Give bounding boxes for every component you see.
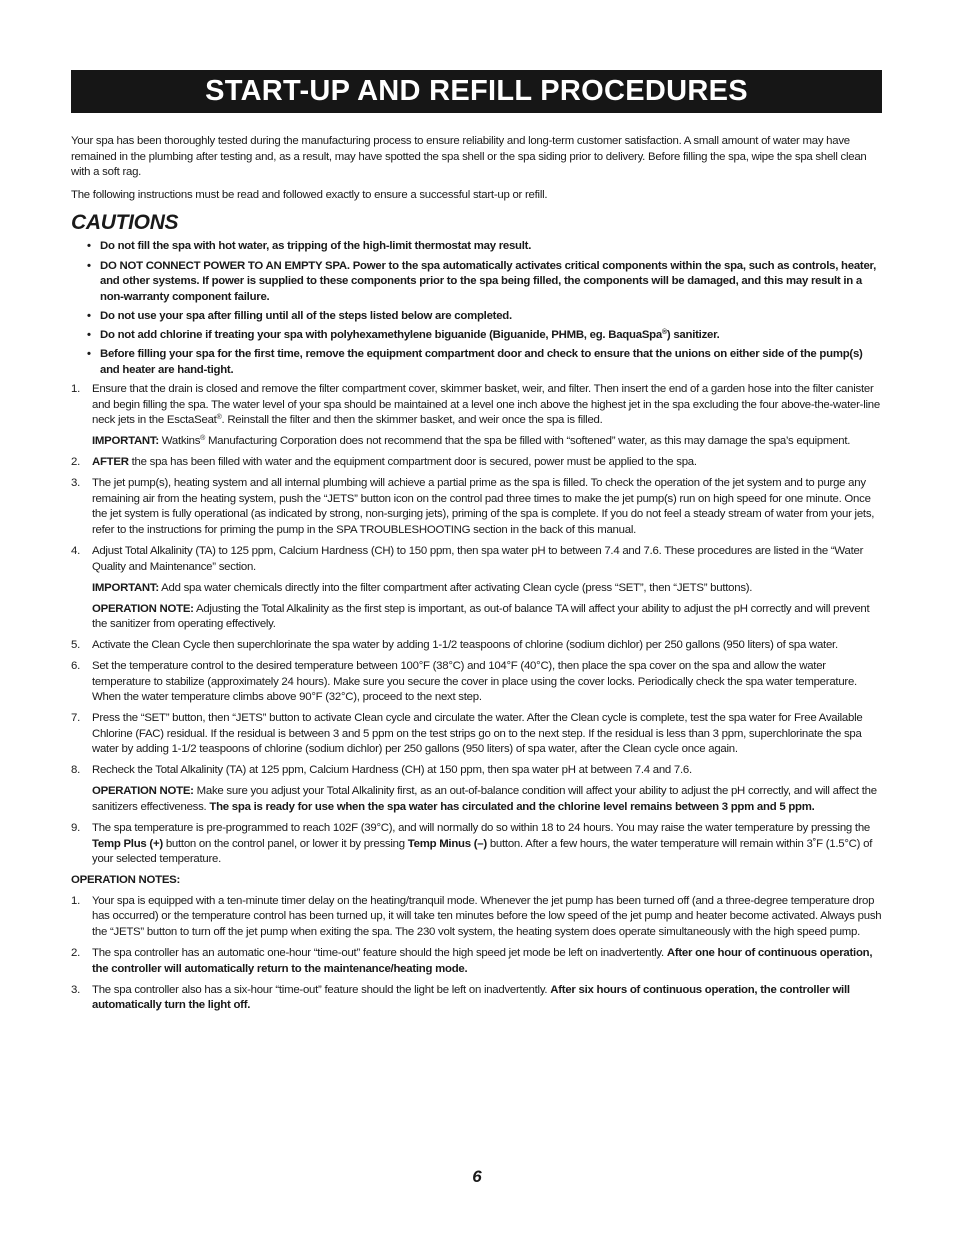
operation-note-item: 1. Your spa is equipped with a ten-minute timer delay on the heating/tranquil mode. Whenever the jet pump has been turned off (and a three-degree temperature drop has occurred) or the temperature control has been turned up, it will take ten minutes before the low speed of the jet pump and heater become activated. Always push the “JETS” button to turn off the jet pump when exiting the spa. The 230 volt system, the heating system does operate simultaneously with the high speed pump.: [71, 894, 882, 938]
operation-notes-list: [71, 894, 882, 1014]
note-number: 3.: [71, 983, 80, 996]
step-number: 6.: [71, 660, 80, 673]
important-note: IMPORTANT: Add spa water chemicals directly into the filter compartment after activating Clean cycle (press “SET”, then “JETS” buttons).: [92, 581, 753, 594]
step-number: 7.: [71, 712, 80, 725]
page-title: START-UP AND REFILL PROCEDURES: [205, 74, 748, 107]
operation-notes-heading: OPERATION NOTES:: [71, 874, 181, 887]
bullet-icon: •: [87, 348, 91, 361]
caution-item: • Before filling your spa for the first time, remove the equipment compartment door and check to ensure that the unions on either side of the pump(s) and heater are hand-tight.: [87, 348, 863, 376]
step-item: 7. Press the “SET” button, then “JETS” button to activate Clean cycle and circulate the water. After the Clean cycle is complete, test the spa water for Free Available Chlorine (FAC) residual. If the residual is between 3 and 5 ppm on the test strips go on to the next step. If the residual is less than 3 ppm, superchlorinate the spa water by adding 1-1/2 teaspoons of chlorine (sodium dichlor) per 250 gallons (950 liters) of spa water, after the Clean cycle once again.: [71, 712, 863, 756]
operation-note: OPERATION NOTE: Adjusting the Total Alkalinity as the first step is important, as out-of balance TA will affect your ability to adjust the pH correctly and will prevent the sanitizer from operating effectively.: [92, 602, 870, 631]
step-item: 6. Set the temperature control to the desired temperature between 100°F (38°C) and 104°F (40°C), then place the spa cover on the spa and allow the water temperature to stabilize (approximately 24 hours). Make sure you secure the cover in place using the cover locks. Periodically check the spa water temperature. When the water temperature climbs above 90°F (32°C), proceed to the next step.: [71, 660, 857, 704]
procedure-steps: [71, 382, 882, 868]
caution-item: • Do not use your spa after filling until all of the steps listed below are completed.: [71, 309, 882, 325]
note-number: 2.: [71, 946, 80, 959]
step-item: 1. Ensure that the drain is closed and remove the filter compartment cover, skimmer basket, weir, and filter. Then insert the end of a garden hose into the filter canister and begin filling the spa. The water level of your spa should be maintained at a level one inch above the highest jet in the spa excluding the four above-the-water-line neck jets in the EsctaSeat®. Reinstall the filter and then the skimmer basket, and weir once the spa is filled. IMPORTANT: Watkins® Manufacturing Corporation does not recommend that the spa be filled with “softened” water, as this may damage the spa’s equipment.: [71, 382, 882, 450]
step-number: 1.: [71, 383, 80, 396]
caution-item: • DO NOT CONNECT POWER TO AN EMPTY SPA. Power to the spa automatically activates critical components within the spa, such as controls, heater, and other systems. If power is supplied to these components prior to the spa being filled, the components will be damaged, and this may result in a non-warranty component failure.: [87, 259, 877, 303]
step-item: 8. Recheck the Total Alkalinity (TA) at 125 ppm, Calcium Hardness (CH) at 150 ppm, then spa water pH at between 7.4 and 7.6. OPERATION NOTE: Make sure you adjust your Total Alkalinity first, as an out-of-balance condition will affect your ability to adjust the pH correctly, and will affect the sanitizers effectiveness. The spa is ready for use when the spa water has circulated and the chlorine level remains between 3 ppm and 5 ppm.: [71, 763, 882, 815]
step-number: 4.: [71, 545, 80, 557]
step-item: 4. Adjust Total Alkalinity (TA) to 125 ppm, Calcium Hardness (CH) to 150 ppm, then spa water pH to between 7.4 and 7.6. These procedures are listed in the “Water Quality and Maintenance” section. IMPORTANT: Add spa water chemicals directly into the filter compartment after activating Clean cycle (press “SET”, then “JETS” buttons). OPERATION NOTE: Adjusting the Total Alkalinity as the first step is important, as out-of balance TA will affect your ability to adjust the pH correctly and will prevent the sanitizer from operating effectively.: [71, 544, 882, 633]
step-number: 2.: [71, 456, 80, 469]
bullet-icon: •: [87, 240, 91, 253]
step-item: 9. The spa temperature is pre-programmed to reach 102F (39°C), and will normally do so within 18 to 24 hours. You may raise the water temperature by pressing the Temp Plus (+) button on the control panel, or lower it by pressing Temp Minus (–) button. After a few hours, the water temperature will remain within 3˚F (1.5°C) of your selected temperature.: [71, 822, 873, 866]
step-number: 5.: [71, 639, 80, 652]
intro-paragraph: Your spa has been thoroughly tested during the manufacturing process to ensure reliability and long-term customer satisfaction. A small amount of water may have remained in the plumbing after testing and, as a result, may have spotted the spa shell or the spa siding prior to delivery. Before filling the spa, wipe the spa shell clean with a soft rag.: [71, 135, 867, 179]
step-item: 2. AFTER the spa has been filled with water and the equipment compartment door is secured, power must be applied to the spa.: [71, 455, 882, 471]
page-number: 6: [472, 1167, 482, 1186]
caution-item: • Do not add chlorine if treating your spa with polyhexamethylene biguanide (Biguanide, PHMB, eg. BaquaSpa®) sanitizer.: [71, 328, 882, 344]
important-note: IMPORTANT: Watkins® Manufacturing Corporation does not recommend that the spa be filled with “softened” water, as this may damage the spa’s equipment.: [92, 435, 851, 448]
bullet-icon: •: [87, 329, 91, 342]
caution-item: • Do not fill the spa with hot water, as tripping of the high-limit thermostat may result.: [71, 239, 882, 255]
registered-mark: ®: [200, 435, 206, 443]
manual-page: [71, 70, 882, 1019]
instructions-note: The following instructions must be read and followed exactly to ensure a successful start-up or refill.: [71, 188, 548, 201]
cautions-list: [71, 239, 882, 378]
operation-note-item: 3. The spa controller also has a six-hour “time-out” feature should the light be left on inadvertently. After six hours of continuous operation, the controller will automatically turn the light off.: [71, 983, 850, 1012]
step-number: 9.: [71, 822, 80, 835]
registered-mark: ®: [216, 414, 222, 422]
bullet-icon: •: [87, 259, 91, 272]
step-item: 3. The jet pump(s), heating system and all internal plumbing will achieve a partial prime as the spa is filled. To check the operation of the jet system and to purge any remaining air from the heating system, push the “JETS” button icon on the control pad three times to make the jet pump(s) run on high speed for one minute. Once the jet system is fully operational (as indicated by strong, non-surging jets), priming of the spa is complete. If you do not feel a steady stream of water from your jets, refer to the instructions for priming the pump in the SPA TROUBLESHOOTING section in the back of this manual.: [71, 477, 875, 537]
step-item: 5. Activate the Clean Cycle then superchlorinate the spa water by adding 1-1/2 teaspoons of chlorine (sodium dichlor) per 250 gallons (950 liters) of spa water.: [71, 638, 882, 654]
operation-note: OPERATION NOTE: Make sure you adjust your Total Alkalinity first, as an out-of-balance condition will affect your ability to adjust the pH correctly, and will affect the sanitizers effectiveness. The spa is ready for use when the spa water has circulated and the chlorine level remains between 3 ppm and 5 ppm.: [92, 785, 877, 814]
step-number: 8.: [71, 764, 80, 777]
note-number: 1.: [71, 894, 80, 907]
registered-mark: ®: [661, 329, 667, 337]
step-number: 3.: [71, 477, 80, 490]
cautions-heading: CAUTIONS: [71, 211, 179, 235]
title-banner: [71, 70, 882, 113]
bullet-icon: •: [87, 309, 91, 322]
operation-note-item: 2. The spa controller has an automatic one-hour “time-out” feature should the high speed jet mode be left on inadvertently. After one hour of continuous operation, the controller will automatically return to the maintenance/heating mode.: [71, 946, 873, 975]
